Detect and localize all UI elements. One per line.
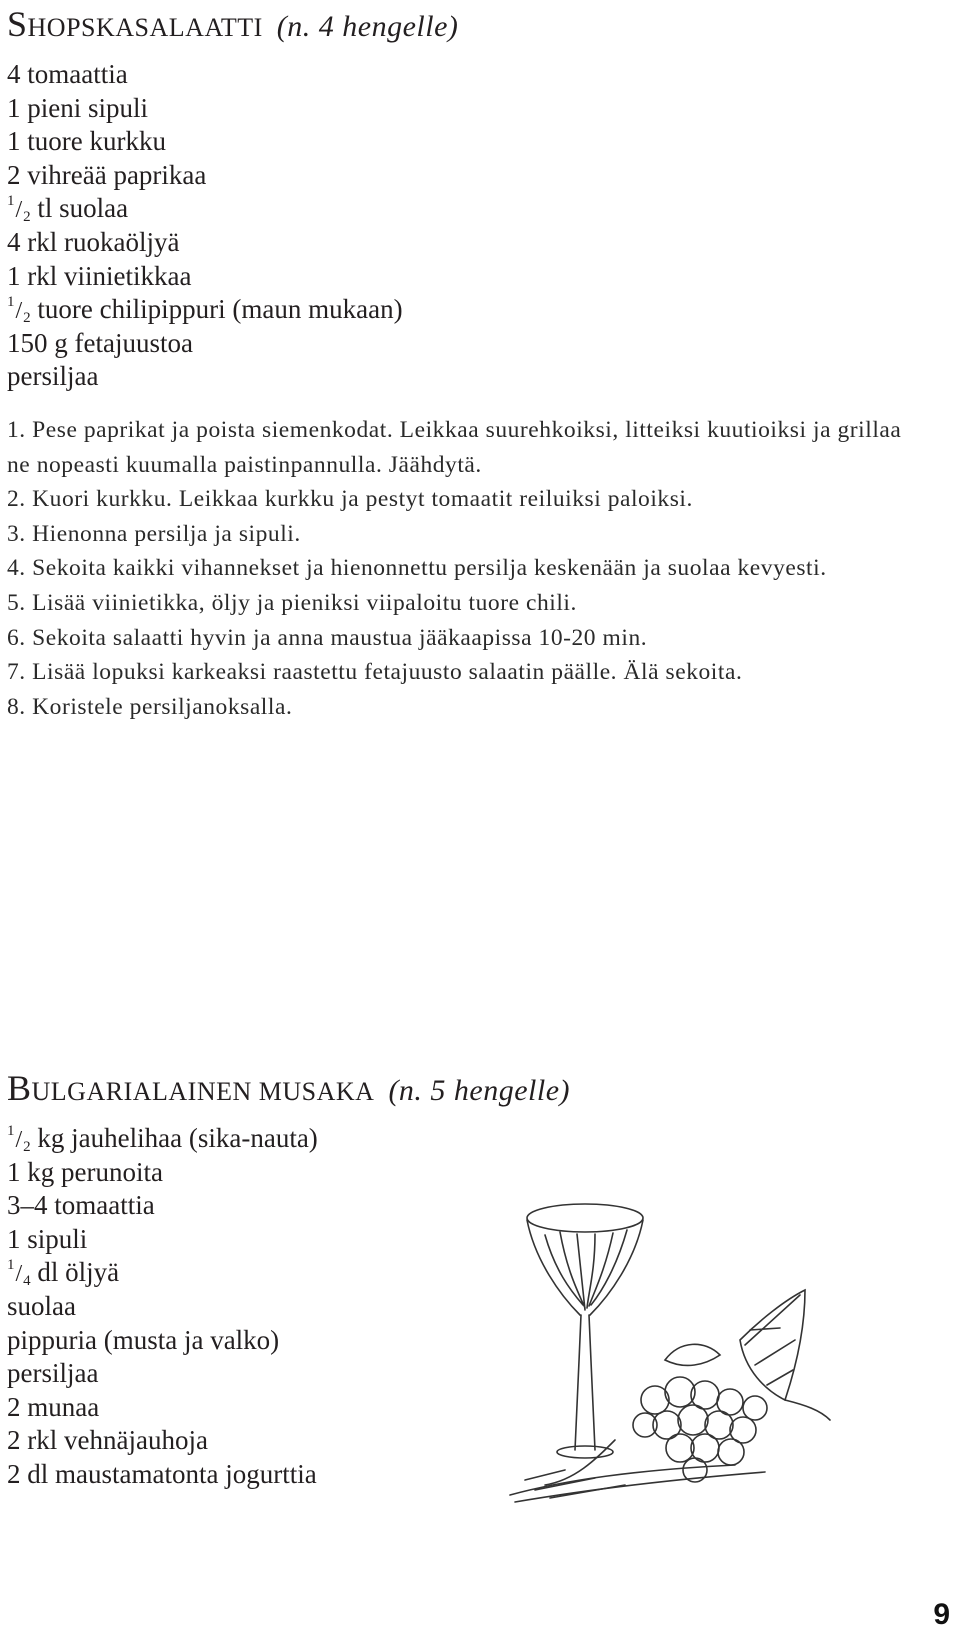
ingredient-text: 4 tomaattia bbox=[7, 59, 128, 89]
fraction-denominator: 2 bbox=[23, 310, 31, 327]
ingredient-text: tuore chilipippuri (maun mukaan) bbox=[30, 294, 403, 325]
fraction-slash: / bbox=[15, 1261, 23, 1288]
ingredient-text: 1 sipuli bbox=[7, 1223, 88, 1254]
ingredient-item bbox=[7, 327, 403, 361]
ingredient-item bbox=[7, 58, 403, 92]
ingredient-item bbox=[7, 1256, 318, 1290]
ingredient-list-shopska bbox=[7, 58, 403, 394]
fraction-slash: / bbox=[15, 1127, 23, 1153]
ingredient-text: pippuria (musta ja valko) bbox=[7, 1324, 280, 1355]
page-number: 9 bbox=[933, 1598, 950, 1631]
servings-note: (n. 5 hengelle) bbox=[388, 1074, 571, 1107]
ingredient-text: 1 tuore kurkku bbox=[7, 126, 166, 157]
ingredient-text: 4 rkl ruokaöljyä bbox=[7, 226, 180, 257]
fraction-numerator: 1 bbox=[7, 1123, 15, 1139]
instruction-step: 3. Hienonna persilja ja sipuli. bbox=[7, 520, 301, 547]
fraction bbox=[7, 1123, 31, 1153]
ingredient-item bbox=[7, 1290, 318, 1324]
ingredient-item bbox=[7, 192, 403, 226]
ingredient-item bbox=[7, 226, 403, 260]
ingredient-text: persiljaa bbox=[7, 1358, 99, 1389]
ingredient-text: 2 dl maustamatonta jogurttia bbox=[7, 1458, 317, 1489]
fraction-numerator: 1 bbox=[7, 294, 15, 311]
recipe-title-shopska: SHOPSKASALAATTI (n. 4 hengelle) bbox=[7, 4, 459, 44]
ingredient-item bbox=[7, 125, 403, 159]
instruction-step: 7. Lisää lopuksi karkeaksi raastettu fetajuusto salaatin päälle. Älä sekoita. bbox=[7, 659, 743, 686]
ingredient-text: persiljaa bbox=[7, 361, 99, 392]
fraction-numerator: 1 bbox=[7, 193, 15, 210]
ingredient-item bbox=[7, 1189, 318, 1223]
ingredient-item bbox=[7, 1424, 318, 1458]
ingredient-text: 3–4 tomaattia bbox=[7, 1190, 155, 1221]
ingredient-text: 150 g fetajuustoa bbox=[7, 327, 193, 358]
servings-note: (n. 4 hengelle) bbox=[276, 10, 459, 43]
ingredient-item bbox=[7, 1156, 318, 1190]
instruction-step: 1. Pese paprikat ja poista siemenkodat. Leikkaa suurehkoiksi, litteiksi kuutioiksi ja grillaa ne nopeasti kuumalla paistinpannulla. Jäähdytä. bbox=[7, 417, 902, 478]
ingredient-text: 1 pieni sipuli bbox=[7, 92, 148, 123]
ingredient-item bbox=[7, 360, 403, 394]
fraction-denominator: 4 bbox=[23, 1273, 31, 1290]
instruction-step: 2. Kuori kurkku. Leikkaa kurkku ja pestyt tomaatit reiluiksi paloiksi. bbox=[7, 486, 693, 513]
ingredient-item bbox=[7, 260, 403, 294]
ingredient-item bbox=[7, 92, 403, 126]
ingredient-text: suolaa bbox=[7, 1290, 76, 1321]
ingredient-item bbox=[7, 1324, 318, 1358]
ingredient-list-musaka bbox=[7, 1122, 318, 1492]
fraction bbox=[7, 294, 31, 327]
ingredient-item bbox=[7, 1458, 318, 1492]
ingredient-text: 1 kg perunoita bbox=[7, 1156, 163, 1187]
instruction-step: 4. Sekoita kaikki vihannekset ja hienonnettu persilja keskenään ja suolaa kevyesti. bbox=[7, 555, 827, 582]
instruction-step: 5. Lisää viinietikka, öljy ja pieniksi viipaloitu tuore chili. bbox=[7, 589, 577, 616]
wine-glass-grapes-sketch-icon bbox=[505, 1180, 835, 1510]
ingredient-item bbox=[7, 1391, 318, 1425]
ingredient-item bbox=[7, 1122, 318, 1156]
instructions-shopska bbox=[7, 413, 927, 724]
ingredient-item bbox=[7, 1223, 318, 1257]
instruction-step: 8. Koristele persiljanoksalla. bbox=[7, 693, 293, 720]
ingredient-text: kg jauhelihaa (sika-nauta) bbox=[30, 1123, 318, 1153]
fraction bbox=[7, 1257, 31, 1290]
fraction-denominator: 2 bbox=[23, 1139, 31, 1155]
ingredient-item bbox=[7, 159, 403, 193]
ingredient-text: 1 rkl viinietikkaa bbox=[7, 260, 192, 291]
ingredient-text: tl suolaa bbox=[30, 193, 129, 224]
recipe-title-musaka: BULGARIALAINEN MUSAKA (n. 5 hengelle) bbox=[7, 1068, 571, 1108]
instruction-step: 6. Sekoita salaatti hyvin ja anna maustua jääkaapissa 10-20 min. bbox=[7, 624, 648, 651]
fraction-slash: / bbox=[15, 298, 23, 325]
ingredient-text: dl öljyä bbox=[30, 1257, 120, 1288]
fraction bbox=[7, 193, 31, 226]
fraction-denominator: 2 bbox=[23, 209, 31, 226]
ingredient-item bbox=[7, 1357, 318, 1391]
ingredient-text: 2 vihreää paprikaa bbox=[7, 159, 207, 190]
ingredient-item bbox=[7, 293, 403, 327]
fraction-slash: / bbox=[15, 197, 23, 224]
fraction-numerator: 1 bbox=[7, 1257, 15, 1274]
ingredient-text: 2 rkl vehnäjauhoja bbox=[7, 1425, 208, 1456]
ingredient-text: 2 munaa bbox=[7, 1391, 100, 1422]
